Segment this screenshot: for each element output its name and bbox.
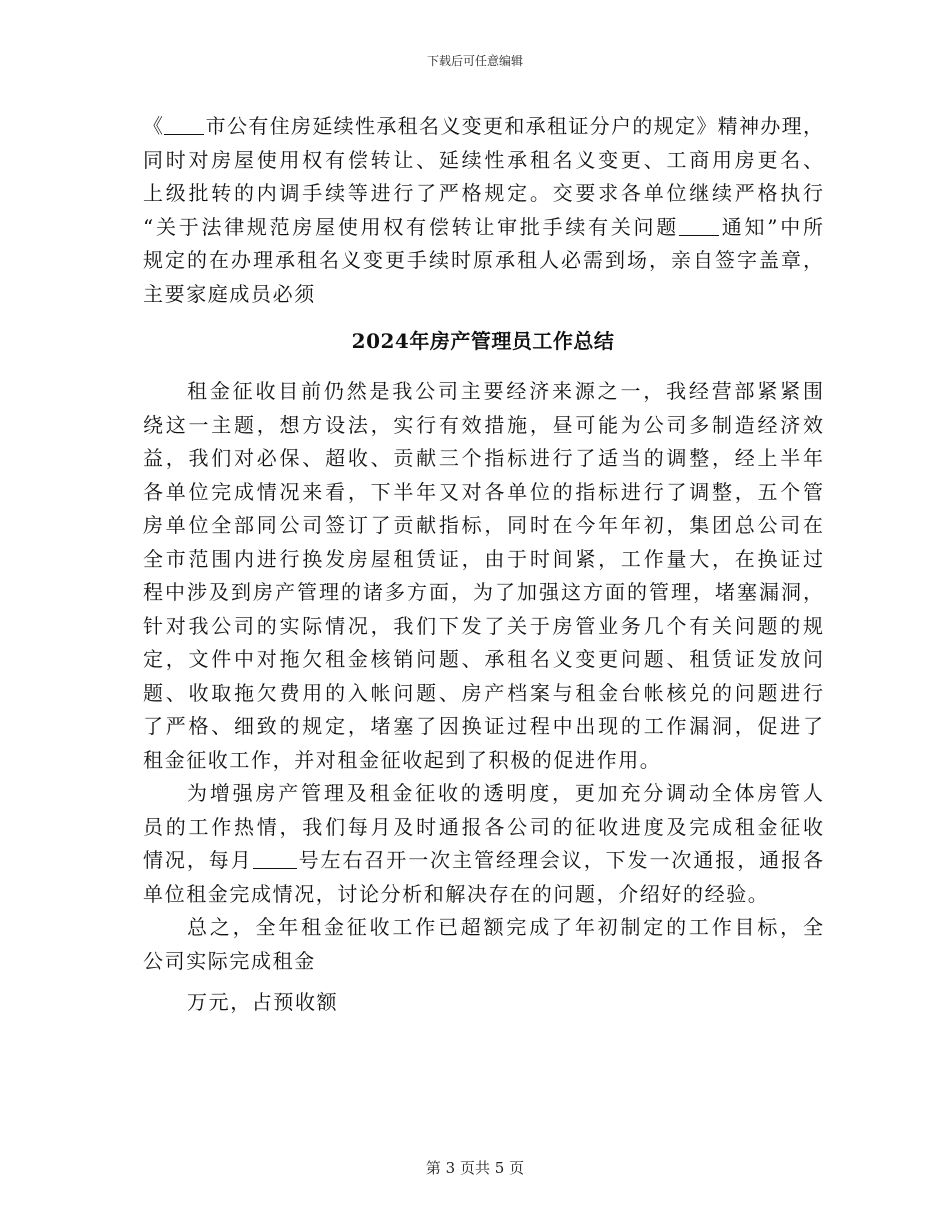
paragraph-2-line-2: 员的工作热情，我们每月及时通报各公司的征收进度及完成租金征收 (143, 814, 823, 839)
paragraph-1-line: 全市范围内进行换发房屋租赁证，由于时间紧，工作量大，在换证过 (143, 546, 823, 571)
paragraph-2-line-1: 为增强房产管理及租金征收的透明度，更加充分调动全体房管人 (187, 781, 823, 805)
intro-line-2: 同时对房屋使用权有偿转让、延续性承租名义变更、工商用房更名、 (143, 147, 823, 172)
blank-notice-name (679, 217, 719, 236)
intro-line-3: 上级批转的内调手续等进行了严格规定。交要求各单位继续严格执行 (143, 181, 823, 205)
blank-city-name (164, 116, 204, 135)
paragraph-1-line: 程中涉及到房产管理的诸多方面，为了加强这方面的管理，堵塞漏洞， (143, 580, 823, 604)
paragraph-1-line: 绕这一主题，想方设法，实行有效措施，昼可能为公司多制造经济效 (143, 412, 823, 437)
intro-line-5: 规定的在办理承租名义变更手续时原承租人必需到场，亲自签字盖章， (143, 248, 823, 272)
paragraph-1-line: 针对我公司的实际情况，我们下发了关于房管业务几个有关问题的规 (143, 613, 823, 638)
intro-line-4-rest: 通知”中所 (719, 214, 823, 239)
intro-line-1 (143, 110, 823, 144)
paragraph-1-last-line: 租金征收工作，并对租金征收起到了积极的促进作用。 (143, 747, 662, 772)
document-body (143, 110, 823, 1020)
paragraph-4-line-1: 万元，占预收额 (187, 990, 339, 1014)
page-header: 下载后可任意编辑 (426, 54, 523, 68)
intro-line-4-start: “关于法律规范房屋使用权有偿转让审批手续有关问题 (143, 214, 680, 239)
paragraph-1-line: 房单位全部同公司签订了贡献指标，同时在今年年初，集团总公司在 (143, 513, 823, 537)
paragraph-1-line: 各单位完成情况来看，下半年又对各单位的指标进行了调整，五个管 (143, 479, 823, 504)
page-footer: 第 3 页共 5 页 (425, 1159, 525, 1177)
paragraph-2-line-3-start: 情况，每月 (143, 848, 253, 872)
paragraph-1-line: 定，文件中对拖欠租金核销问题、承租名义变更问题、租赁证发放问 (143, 647, 823, 671)
paragraph-2-line-4: 单位租金完成情况，讨论分析和解决存在的问题，介绍好的经验。 (143, 881, 770, 906)
blank-day-number (253, 850, 297, 869)
intro-line-1-start: 《 (143, 114, 165, 138)
paragraph-1-line: 租金征收目前仍然是我公司主要经济来源之一，我经营部紧紧围 (187, 379, 823, 403)
paragraph-1-line: 了严格、细致的规定，堵塞了因换证过程中出现的工作漏洞，促进了 (143, 714, 823, 738)
intro-line-6: 主要家庭成员必须 (143, 281, 316, 306)
paragraph-1-line: 益，我们对必保、超收、贡献三个指标进行了适当的调整，经上半年 (143, 446, 823, 470)
intro-line-4 (143, 211, 823, 245)
intro-line-1-rest: 市公有住房延续性承租名义变更和承租证分户的规定》精神办理， (204, 114, 824, 138)
paragraph-3-line-2: 公司实际完成租金 (143, 948, 316, 973)
paragraph-2-line-3-rest: 号左右召开一次主管经理会议，下发一次通报，通报各 (296, 848, 824, 872)
paragraph-1-line: 题、收取拖欠费用的入帐问题、房产档案与租金台帐核兑的问题进行 (143, 680, 823, 705)
paragraph-2-line-3 (143, 844, 823, 878)
paragraph-3-line-1: 总之，全年租金征收工作已超额完成了年初制定的工作目标，全 (187, 915, 823, 939)
document-title: 2024年房产管理员工作总结 (351, 329, 615, 353)
